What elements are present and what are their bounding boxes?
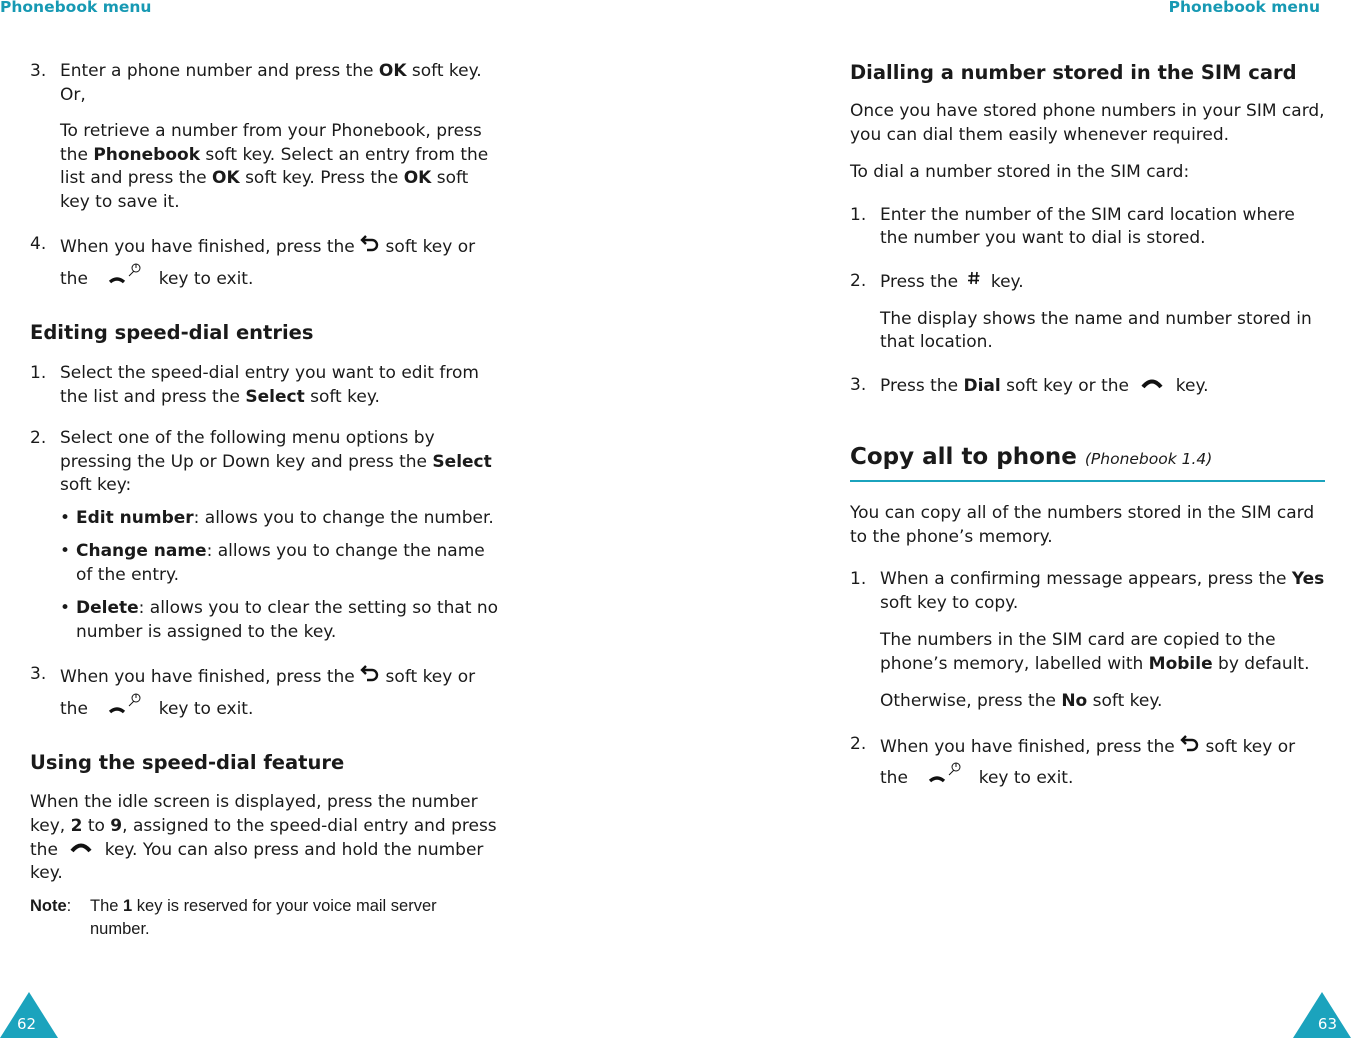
list-item (30, 427, 500, 644)
paragraph: You can copy all of the numbers stored in the SIM card to the phone’s memory. (850, 503, 1315, 547)
list-number: 2. (30, 428, 47, 448)
heading-rule (850, 480, 1325, 482)
running-head: Phonebook menu (1168, 0, 1320, 16)
paragraph: The display shows the name and number stored in that location. (880, 308, 1312, 353)
note: Note: The 1 key is reserved for your voice mail server number. (30, 896, 437, 938)
list-number: 3. (30, 61, 47, 81)
menu-reference: (Phonebook 1.4) (1084, 450, 1213, 468)
page-number: 62 (17, 1015, 37, 1033)
section-heading: Using the speed-dial feature (30, 751, 345, 774)
list-item (850, 568, 1325, 714)
paragraph: Enter a phone number and press the OK soft key. Or, (60, 61, 482, 105)
list-item (30, 663, 500, 726)
end-call-power-icon (93, 261, 153, 297)
right-content (850, 60, 1325, 796)
bullet-item: • Delete: allows you to clear the setting so that no number is assigned to the key. (60, 598, 499, 642)
list-number: 1. (850, 204, 867, 225)
list-number: 4. (30, 234, 47, 254)
list-number: 3. (850, 374, 867, 395)
right-page (676, 0, 1351, 1038)
list-item (30, 362, 500, 409)
back-arrow-icon (360, 233, 380, 261)
list-item (850, 204, 1325, 251)
paragraph: Once you have stored phone numbers in your SIM card, you can dial them easily whenever required. (850, 101, 1325, 145)
paragraph: When you have finished, press the soft key or the key to exit. (880, 733, 1325, 796)
list-number: 2. (850, 270, 867, 291)
chapter-heading: Copy all to phone (Phonebook 1.4) (850, 444, 1213, 470)
paragraph: Enter the number of the SIM card location where the number you want to dial is stored. (880, 204, 1295, 248)
paragraph: Select the speed-dial entry you want to edit from the list and press the Select soft key. (60, 363, 479, 407)
paragraph: Select one of the following menu options by pressing the Up or Down key and press the Select soft key: (60, 428, 492, 495)
list-item (850, 270, 1325, 355)
list-item (850, 733, 1325, 796)
paragraph: Press the Dial soft key or the key. (880, 375, 1209, 396)
section-heading: Editing speed-dial entries (30, 321, 314, 344)
paragraph: Press the key. (880, 271, 1024, 292)
left-page (0, 0, 675, 1038)
list-item (30, 60, 500, 214)
paragraph: When the idle screen is displayed, press the number key, 2 to 9, assigned to the speed-dial entry and press the key. You can also press and hold the number key. (30, 792, 497, 884)
chapter-heading-block (850, 442, 1325, 482)
paragraph: To retrieve a number from your Phonebook, press the Phonebook soft key. Select an entry from the list and press the OK soft key. Press the OK soft key to save it. (60, 121, 489, 212)
list-item (850, 374, 1325, 398)
list-number: 1. (30, 363, 47, 383)
back-arrow-icon (360, 663, 380, 691)
hash-key-icon (967, 270, 981, 294)
paragraph: Otherwise, press the No soft key. (880, 691, 1163, 711)
paragraph: When a confirming message appears, press the Yes soft key to copy. (880, 569, 1325, 613)
paragraph: The numbers in the SIM card are copied to the phone’s memory, labelled with Mobile by default. (880, 630, 1310, 674)
back-arrow-icon (1180, 733, 1200, 761)
paragraph: When you have finished, press the soft key or the key to exit. (60, 233, 500, 296)
paragraph: To dial a number stored in the SIM card: (850, 162, 1190, 182)
bullet-item: • Edit number: allows you to change the number. (60, 507, 494, 528)
list-item (30, 233, 500, 296)
running-head: Phonebook menu (0, 0, 152, 16)
section-heading: Dialling a number stored in the SIM card (850, 61, 1297, 84)
send-call-icon (69, 838, 93, 862)
end-call-power-icon (913, 760, 973, 796)
page-number: 63 (1317, 1015, 1337, 1033)
send-call-icon (1140, 374, 1164, 398)
left-content (30, 60, 500, 941)
bullet-item: • Change name: allows you to change the name of the entry. (60, 541, 485, 585)
list-number: 1. (850, 569, 867, 589)
end-call-power-icon (93, 691, 153, 727)
list-number: 3. (30, 664, 47, 684)
paragraph: When you have finished, press the soft key or the key to exit. (60, 663, 500, 726)
note-label: Note (30, 896, 67, 915)
list-number: 2. (850, 733, 867, 754)
